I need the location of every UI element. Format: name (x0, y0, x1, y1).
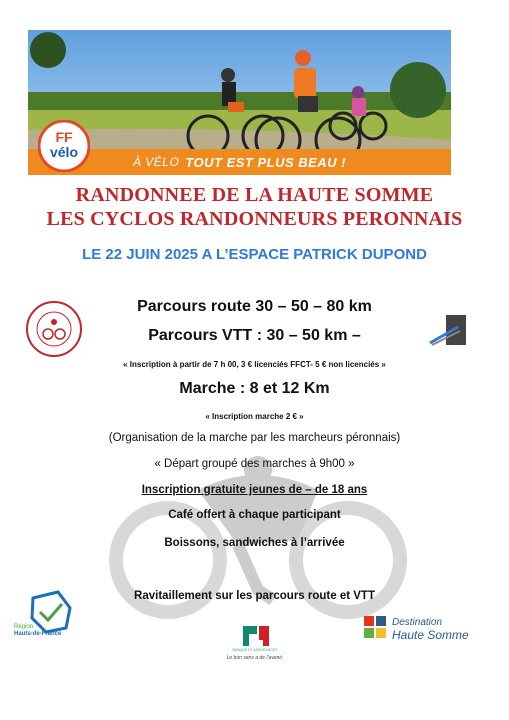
dhs-line-1: Destination (392, 617, 443, 628)
ravitaillement-note: Ravitaillement sur les parcours route et VTT (134, 590, 375, 602)
tagline-part-b: TOUT EST PLUS BEAU ! (185, 154, 347, 170)
ca-tagline: Le bon sens a de l’avenir. (226, 655, 284, 661)
route-info: Parcours route 30 – 50 – 80 km (137, 298, 372, 315)
ff-velo-text: vélo (49, 144, 78, 160)
ff-velo-logo (38, 120, 90, 172)
depart-note: « Départ groupé des marches à 9h00 » (154, 458, 355, 470)
region-line-2: Hauts-de-France (14, 631, 62, 637)
event-date: LE 22 JUIN 2025 A L’ESPACE PATRICK DUPOND (82, 246, 427, 263)
title-line-1: RANDONNEE DE LA HAUTE SOMME (75, 184, 434, 206)
organisation-note: (Organisation de la marche par les marcheurs péronnais) (108, 432, 401, 444)
tagline-part-a: À VÉLO (132, 155, 180, 169)
ff-velo-ff: FF (55, 129, 73, 145)
jeunes-note: Inscription gratuite jeunes de – de 18 ans (141, 484, 368, 496)
vtt-info: Parcours VTT : 30 – 50 km – (148, 327, 361, 344)
boissons-note: Boissons, sandwiches à l’arrivée (164, 537, 345, 549)
dhs-line-2: Haute Somme (392, 628, 469, 642)
inscription-marche: « Inscription marche 2 € » (205, 412, 304, 421)
hero-banner (28, 30, 451, 175)
region-label (14, 624, 61, 638)
region-line-1: Région (14, 624, 34, 630)
inscription-info: « Inscription à partir de 7 h 00, 3 € licenciés FFCT- 5 € non licenciés » (123, 360, 386, 369)
title-line-2: LES CYCLOS RANDONNEURS PERONNAIS (46, 208, 463, 230)
cafe-note: Café offert à chaque participant (168, 509, 341, 521)
marche-info: Marche : 8 et 12 Km (179, 380, 330, 397)
tagline-strip (28, 149, 451, 175)
ca-subtitle: BANQUE ET ASSURANCES (232, 648, 278, 652)
